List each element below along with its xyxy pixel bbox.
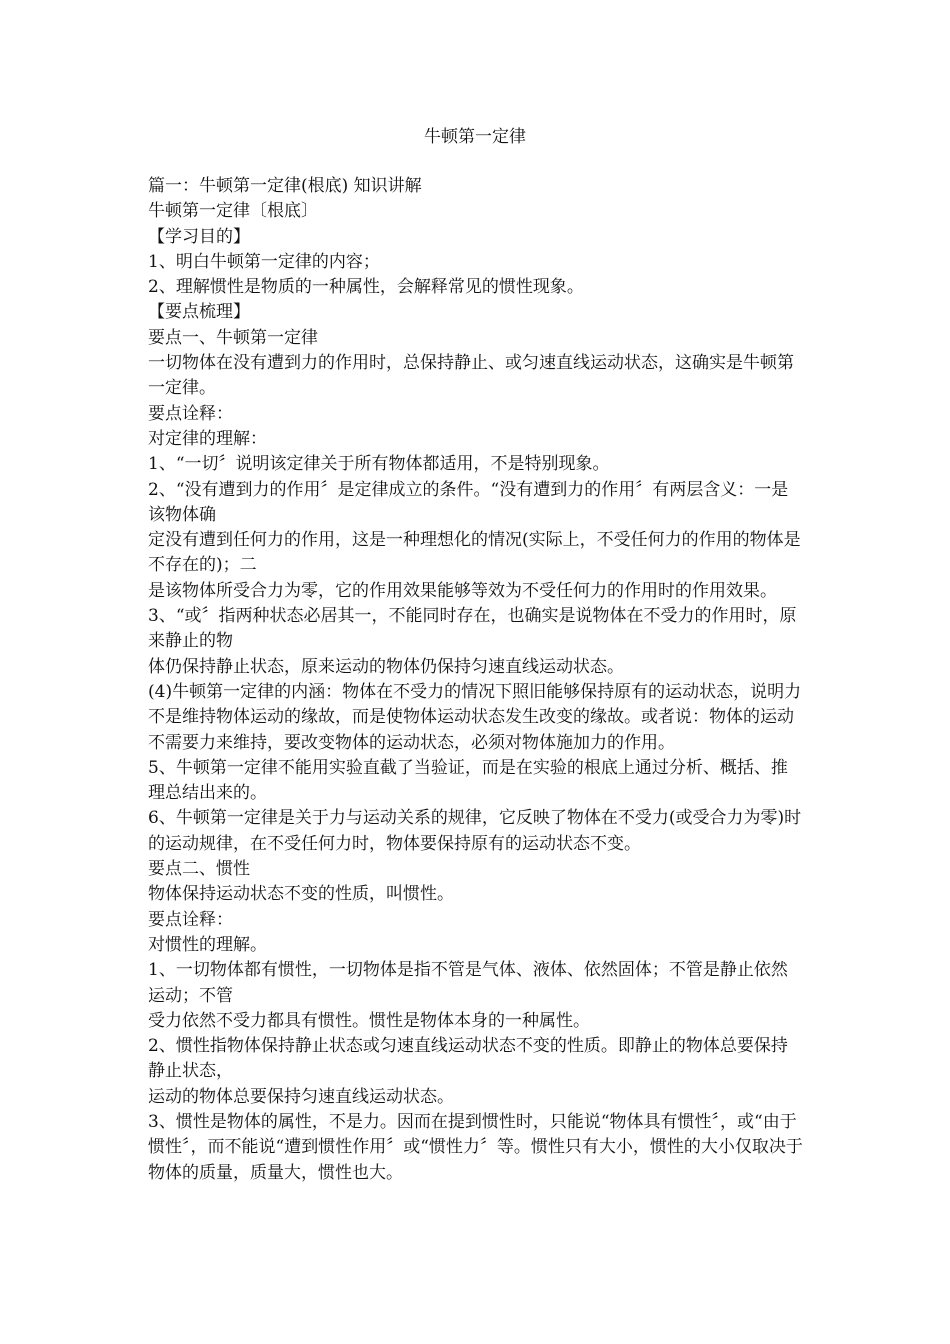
document-line: 要点二、惯性: [148, 859, 250, 880]
document-line: 【学习目的】: [148, 226, 250, 247]
document-line: 3、惯性是物体的属性，不是力。因而在提到惯性时，只能说“物体具有惯性〞，或“由于惯性〞，而不能说“遭到惯性作用〞或“惯性力〞等。惯性只有大小，惯性的大小仅取决于物体的质量，质量大，惯性也大。: [148, 1111, 803, 1183]
document-line: 物体保持运动状态不变的性质，叫惯性。: [148, 884, 454, 905]
document-line: 3、“或〞指两种状态必居其一，不能同时存在，也确实是说物体在不受力的作用时，原来静止的物: [148, 606, 797, 652]
document-line: 1、一切物体都有惯性，一切物体是指不管是气体、液体、依然固体；不管是静止依然运动；不管: [148, 960, 788, 1006]
document-line: 1、“一切〞说明该定律关于所有物体都适用，不是特别现象。: [148, 454, 610, 475]
document-line: 要点一、牛顿第一定律: [148, 327, 318, 348]
document-line: 2、“没有遭到力的作用〞是定律成立的条件。“没有遭到力的作用〞有两层含义：一是该物体确: [148, 479, 789, 525]
document-line: 定没有遭到任何力的作用，这是一种理想化的情况(实际上，不受任何力的作用的物体是不存在的)；二: [148, 530, 801, 576]
document-line: 要点诠释：: [148, 403, 233, 424]
document-line: 运动的物体总要保持匀速直线运动状态。: [148, 1086, 454, 1107]
document-line: 篇一：牛顿第一定律(根底) 知识讲解: [148, 176, 422, 196]
document-line: 5、牛顿第一定律不能用实验直截了当验证，而是在实验的根底上通过分析、概括、推理总结出来的。: [148, 757, 788, 804]
document-line: 2、惯性指物体保持静止状态或匀速直线运动状态不变的性质。即静止的物体总要保持静止状态，: [148, 1036, 788, 1082]
document-body: [148, 174, 803, 1186]
document-line: 2、理解惯性是物质的一种属性，会解释常见的惯性现象。: [148, 277, 584, 298]
document-line: 牛顿第一定律〔根底〕: [148, 201, 318, 222]
document-line: 一切物体在没有遭到力的作用时，总保持静止、或匀速直线运动状态，这确实是牛顿第一定律。: [148, 353, 794, 399]
document-line: 体仍保持静止状态，原来运动的物体仍保持匀速直线运动状态。: [148, 656, 624, 677]
document-title: 牛顿第一定律: [424, 127, 526, 147]
document-line: 对惯性的理解。: [148, 934, 267, 955]
document-line: 6、牛顿第一定律是关于力与运动关系的规律，它反映了物体在不受力(或受合力为零)时的运动规律，在不受任何力时，物体要保持原有的运动状态不变。: [148, 808, 802, 854]
document-line: 是该物体所受合力为零，它的作用效果能够等效为不受任何力的作用时的作用效果。: [148, 580, 777, 601]
document-line: 【要点梳理】: [148, 302, 250, 323]
document-line: 对定律的理解：: [148, 428, 267, 449]
document-line: 1、明白牛顿第一定律的内容；: [148, 251, 380, 272]
document-line: (4)牛顿第一定律的内涵：物体在不受力的情况下照旧能够保持原有的运动状态，说明力不是维持物体运动的缘故，而是使物体运动状态发生改变的缘故。或者说：物体的运动不需要力来维持，要改变物体的运动状态，必须对物体施加力的作用。: [148, 681, 802, 753]
document-line: 要点诠释：: [148, 909, 233, 930]
document-line: 受力依然不受力都具有惯性。惯性是物体本身的一种属性。: [148, 1010, 590, 1031]
